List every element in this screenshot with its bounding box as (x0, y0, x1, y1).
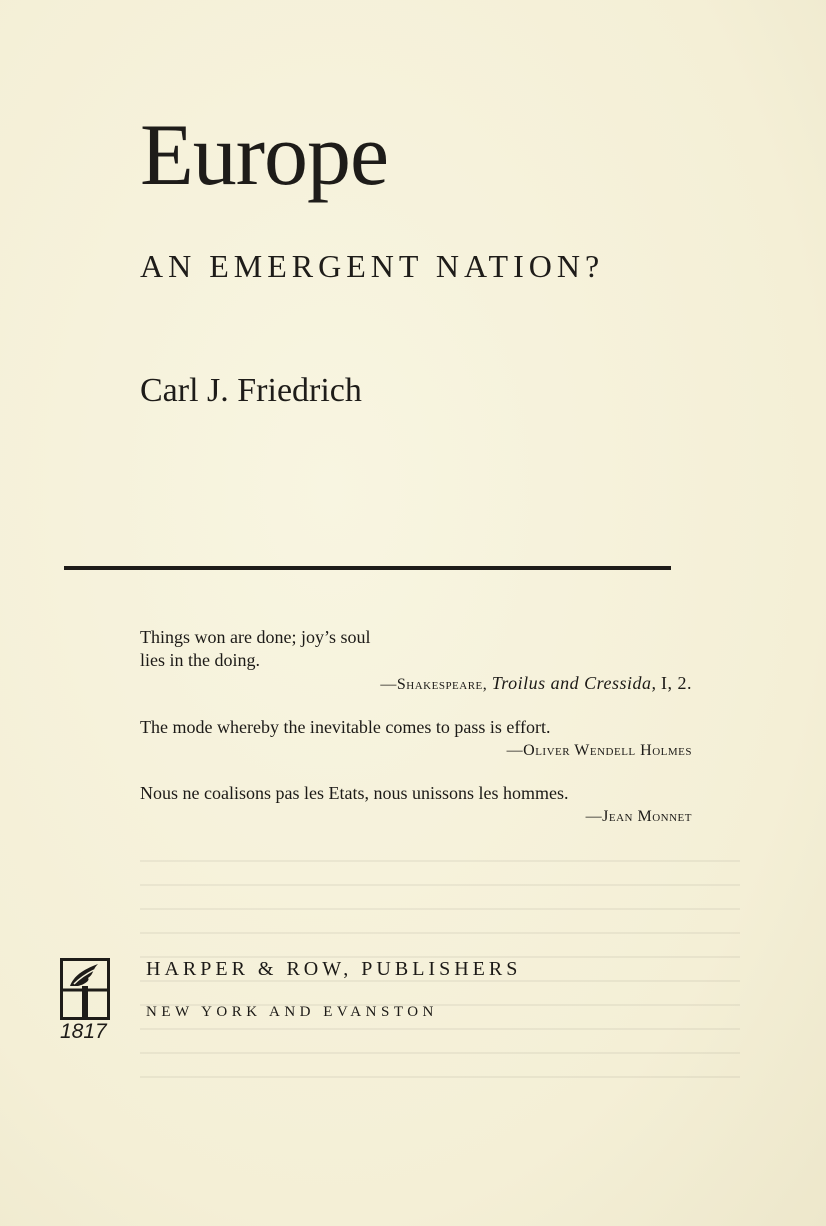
epigraph-monnet (140, 782, 692, 828)
attribution-author: —Oliver Wendell Holmes (506, 742, 692, 759)
epigraph-attribution (140, 739, 692, 762)
torch-emblem-icon (60, 958, 110, 1020)
book-title: Europe (140, 107, 389, 204)
logo-year: 1817 (60, 1020, 107, 1043)
attribution-reference: I, 2. (661, 673, 692, 693)
publisher-name: HARPER & ROW, PUBLISHERS (146, 958, 522, 980)
epigraph-line: The mode whereby the inevitable comes to pass is effort. (140, 717, 551, 737)
attribution-author: —Shakespeare, (380, 676, 488, 693)
epigraphs (140, 626, 692, 848)
book-subtitle: AN EMERGENT NATION? (140, 248, 605, 284)
epigraph-line: Nous ne coalisons pas les Etats, nous unissons les hommes. (140, 783, 569, 803)
publisher-city: NEW YORK AND EVANSTON (146, 1004, 438, 1020)
attribution-author: —Jean Monnet (585, 808, 692, 825)
epigraph-attribution (140, 805, 692, 828)
horizontal-rule (64, 566, 671, 570)
attribution-work: Troilus and Cressida, (491, 673, 657, 693)
author-name: Carl J. Friedrich (140, 372, 362, 409)
epigraph-holmes (140, 716, 692, 762)
epigraph-attribution (140, 672, 692, 696)
epigraph-line: lies in the doing. (140, 650, 260, 670)
epigraph-shakespeare (140, 626, 692, 696)
epigraph-line: Things won are done; joy’s soul (140, 627, 371, 647)
